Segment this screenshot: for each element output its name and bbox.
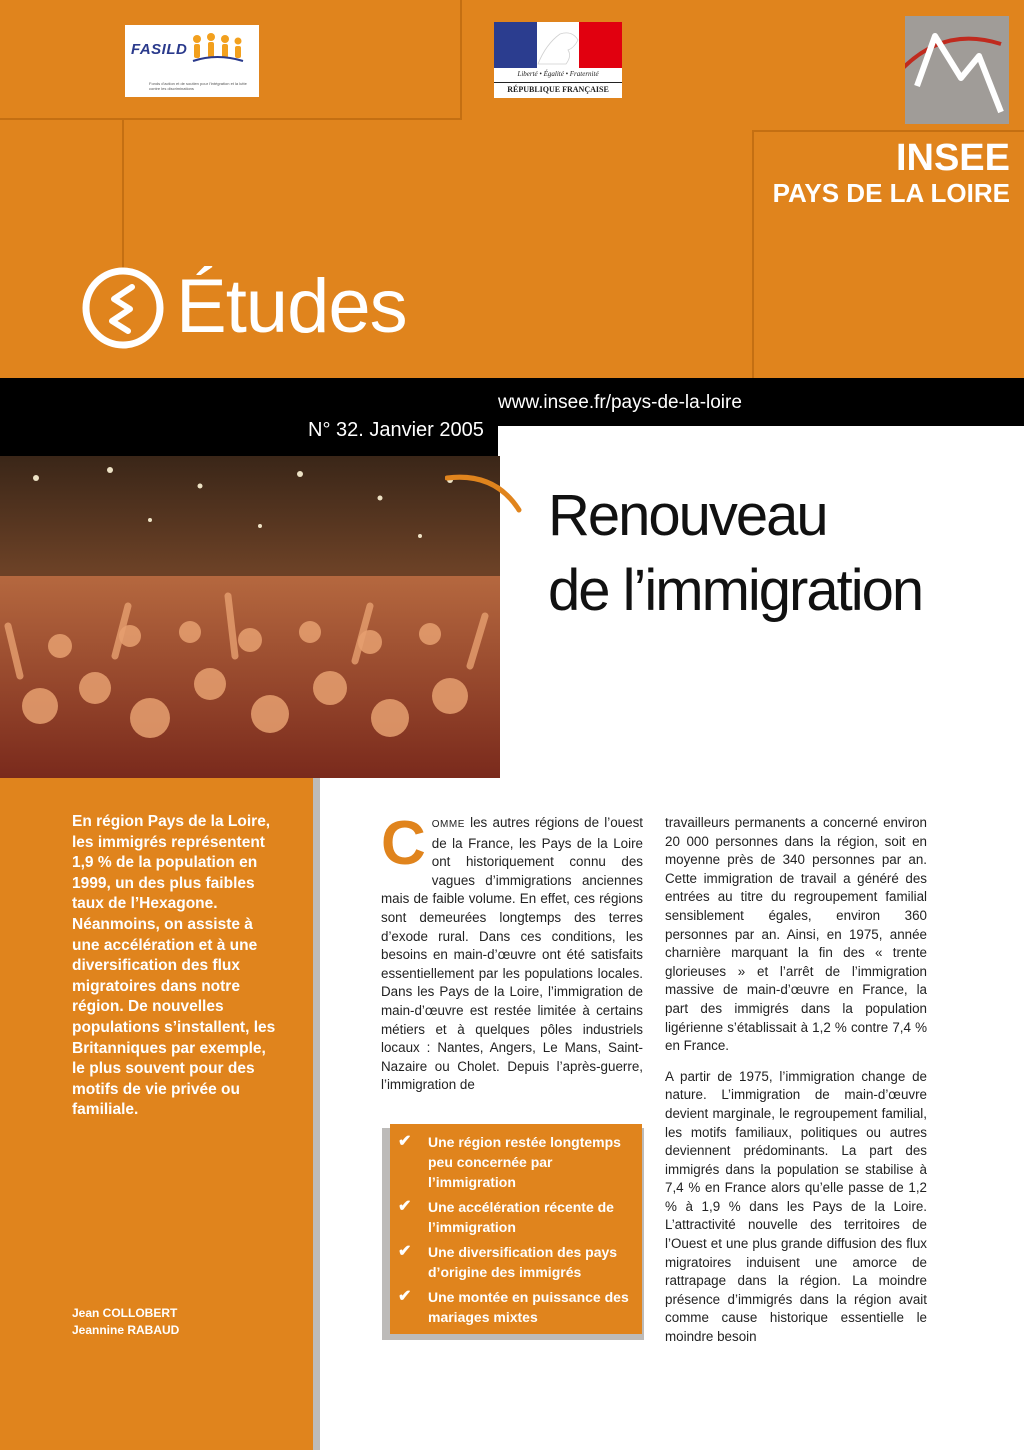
republique-motto: Liberté • Égalité • Fraternité (517, 70, 599, 78)
divider (460, 0, 462, 118)
key-point-text: Une région restée longtemps peu concernée par l’immigration (428, 1134, 621, 1190)
checkmark-icon: ✔ (398, 1133, 412, 1150)
list-item (398, 1287, 636, 1327)
divider (0, 118, 462, 120)
lead-word: OMME (431, 819, 465, 830)
insee-logo (905, 16, 1009, 124)
list-item (398, 1197, 636, 1237)
etudes-icon (80, 265, 166, 351)
title-line: Renouveau (548, 483, 827, 548)
republique-name: RÉPUBLIQUE FRANÇAISE (494, 82, 622, 94)
drop-cap: C (381, 809, 426, 878)
summary-text: En région Pays de la Loire, les immigrés représentent 1,9 % de la population en 1999, un des plus faibles taux de l’Hexagone. Néanmoins, on assiste à une accélération et à une diversification des flux migratoires dans notre région. De nouvelles populations s’installent, les Britanniques par exemple, le plus souvent pour des motifs de vie privée ou familiale. (72, 813, 276, 1119)
divider (752, 132, 754, 378)
paragraph: A partir de 1975, l’immigration change de nature. L’immigration de main-d’œuvre devient marginale, le regroupement familial, les motifs familiaux, politiques ou autres deviennent prédominants. La part des immigrés dans la population se stabilise à 7,4 % en France alors qu’elle passe de 1,2 % à 1,9 % dans les Pays de la Loire. L’attractivité nouvelle des territoires de l’Ouest et une plus grande diffusion des flux migratoires induisent une amorce de rattrapage dans la région. La moindre présence d’immigrés dans la région avait comme cause historique essentielle le moindre besoin (665, 1068, 927, 1345)
article-column-2 (665, 814, 927, 1359)
author-name: Jeannine RABAUD (72, 1323, 180, 1337)
key-point-text: Une diversification des pays d’origine des immigrés (428, 1244, 618, 1280)
checkmark-icon: ✔ (398, 1288, 412, 1305)
divider (752, 130, 1024, 132)
website-link[interactable]: www.insee.fr/pays-de-la-loire (498, 392, 742, 413)
key-points-box (390, 1124, 642, 1334)
checkmark-icon: ✔ (398, 1243, 412, 1260)
page-title (548, 478, 922, 628)
fasild-tagline: Fonds d'action et de soutien pour l'intégration et la lutte contre les discriminations (149, 81, 247, 91)
authors (72, 1305, 179, 1339)
key-point-text: Une accélération récente de l’immigration (428, 1199, 614, 1235)
series-title: Études (176, 264, 407, 349)
fasild-logo (125, 25, 259, 97)
insee-region: PAYS DE LA LOIRE (772, 178, 1010, 208)
checkmark-icon: ✔ (398, 1198, 412, 1215)
orange-swoosh-icon (445, 470, 525, 516)
issue-number: N° 32. Janvier 2005 (308, 419, 484, 441)
insee-mark-icon (905, 16, 1009, 124)
people-icon (189, 31, 245, 65)
insee-title: INSEE (895, 137, 1010, 179)
paragraph: travailleurs permanents a concerné environ 20 000 personnes dans la région, soit en moyenne près de 340 personnes par an. Cette immigration de travail a généré des entrées au titre du regroupement familial sensiblement égales, environ 360 personnes par an. Ainsi, en 1975, année charnière marquant la fin des « trente glorieuses » et l’arrêt de l’immigration massive de main-d’œuvre en France, la part des immigrés dans la population ligérienne s’établissait à 1,2 % contre 7,4 % en France. (665, 815, 927, 1054)
crowd-photo (0, 456, 500, 778)
divider (122, 118, 124, 268)
title-line: de l’immigration (548, 558, 923, 623)
list-item (398, 1242, 636, 1282)
list-item (398, 1132, 636, 1192)
fasild-name: FASILD (131, 41, 188, 58)
republique-francaise-logo (494, 22, 622, 98)
marianne-icon (528, 26, 588, 66)
key-point-text: Une montée en puissance des mariages mixtes (428, 1289, 629, 1325)
author-name: Jean COLLOBERT (72, 1306, 178, 1320)
paragraph: les autres régions de l’ouest de la France, les Pays de la Loire ont historiquement connu des vagues d’immigrations anciennes mais de faible volume. En effet, ces régions sont demeurées longtemps des terres d’exode rural. Dans ces conditions, les besoins en main-d’œuvre ont été satisfaits essentiellement par les populations locales. Dans les Pays de la Loire, l’immigration de main-d’œuvre est restée limitée à certains métiers et à quelques pôles industriels locaux : Nantes, Angers, Le Mans, Saint-Nazaire ou Cholet. Depuis l’après-guerre, l’immigration de (381, 815, 643, 1093)
article-column-1 (381, 809, 643, 1095)
